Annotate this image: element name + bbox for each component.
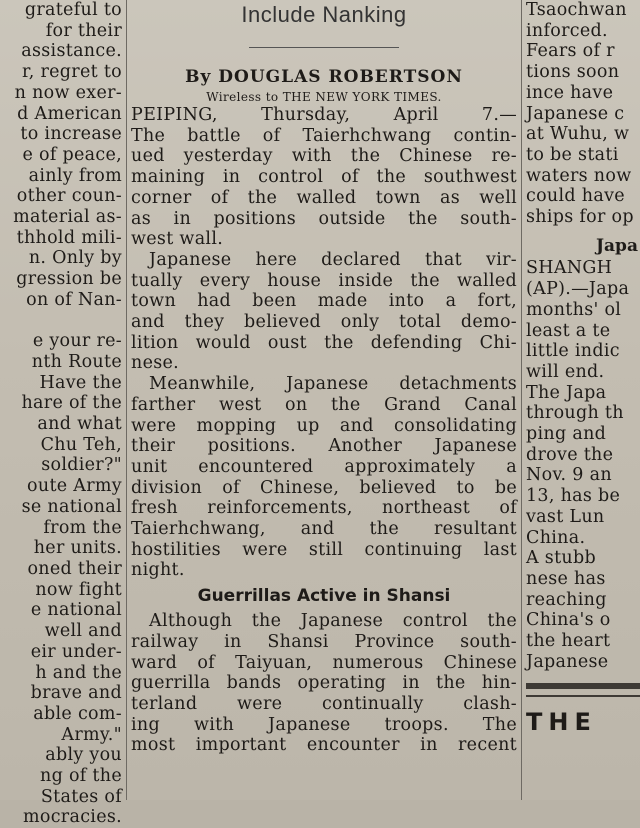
left-text-line: soldier?"	[41, 455, 122, 476]
left-text-line: other coun-	[16, 186, 122, 207]
headline: Include Nanking	[241, 2, 407, 27]
article-line: guerrilla bands operating in the hin-	[131, 673, 517, 694]
right-text-line: vast Lun	[526, 506, 605, 527]
article-line: most important encounter in recent	[131, 735, 517, 756]
article-line: town had been made into a fort,	[131, 291, 517, 312]
right-text-line: through th	[526, 403, 624, 424]
thick-rule	[526, 683, 640, 689]
article-line: Although the Japanese control the	[149, 611, 517, 632]
article-line: PEIPING, Thursday, April 7.—	[131, 105, 517, 125]
article-line: and they believed only total demo-	[131, 312, 517, 333]
right-text-line: A stubb	[526, 548, 596, 569]
right-text-line: will end.	[526, 361, 605, 382]
article-line: hostilities were still continuing last	[131, 539, 517, 560]
right-text-line: China.	[526, 527, 586, 548]
article-line: west wall.	[131, 229, 224, 250]
article-body	[131, 105, 517, 756]
right-text-line: nese has	[526, 568, 606, 589]
right-text-line: China's o	[526, 610, 611, 631]
article-line: maining in control of the southwest	[131, 167, 517, 188]
article-line: nese.	[131, 353, 180, 374]
article-line: Meanwhile, Japanese detachments	[149, 374, 517, 395]
right-bottom-headline: THE	[526, 707, 597, 736]
main-column	[131, 0, 517, 800]
left-text-line: now fight	[35, 579, 122, 600]
left-text-line: Chu Teh,	[40, 434, 122, 455]
right-text-line: ships for op	[526, 207, 634, 228]
left-text-line: gression be	[16, 269, 122, 290]
right-column-rules	[526, 683, 640, 737]
thin-rule	[526, 695, 640, 697]
wireless-credit: Wireless to THE NEW YORK TIMES.	[206, 90, 442, 104]
article-line: division of Chinese, believed to be	[131, 477, 517, 498]
right-text-line: The Japa	[526, 382, 607, 403]
right-text-line: Nov. 9 an	[526, 465, 612, 486]
article-line: ing with Japanese troops. The	[131, 714, 517, 735]
left-text-line: Army."	[61, 724, 122, 745]
left-text-line: mocracies.	[22, 807, 122, 828]
left-text-line: and what	[37, 414, 122, 435]
right-column-text-top	[526, 0, 640, 228]
article-line: as in positions outside the south-	[131, 208, 517, 229]
left-text-line: se national	[21, 496, 122, 517]
left-text-line: her units.	[33, 538, 122, 559]
right-column-text-bottom	[526, 258, 640, 672]
right-text-line: ping and	[526, 424, 607, 445]
article-line: railway in Shansi Province south-	[131, 631, 517, 652]
left-text-line: h and the	[35, 662, 122, 683]
right-text-line: least a te	[526, 320, 611, 341]
left-text-line: States of	[40, 786, 122, 807]
left-text-line: n now exer-	[14, 82, 122, 103]
article-line: lition would oust the defending Chi-	[131, 332, 517, 353]
left-text-line: ably you	[45, 745, 122, 766]
right-text-line: Tsaochwan	[526, 0, 627, 20]
left-text-line: grateful to	[24, 0, 122, 20]
article-line: ued yesterday with the Chinese re-	[131, 146, 517, 167]
left-text-line: Have the	[39, 372, 122, 393]
left-text-line: e your re-	[32, 331, 122, 352]
left-text-line: hare of the	[21, 393, 122, 414]
paragraph-4	[131, 611, 517, 756]
article-line: tually every house inside the walled	[131, 270, 517, 291]
left-text-line: on of Nan-	[26, 289, 122, 310]
article-line: night.	[131, 560, 185, 581]
left-text-line	[0, 311, 122, 332]
left-text-line: material as-	[13, 207, 122, 228]
byline: By DOUGLAS ROBERTSON	[185, 67, 463, 87]
left-text-line: r, regret to	[22, 62, 122, 83]
left-text-line: assistance.	[21, 41, 122, 62]
subhead: Guerrillas Active in Shansi	[197, 586, 451, 607]
headline-divider	[249, 47, 399, 48]
right-column	[526, 0, 640, 800]
left-text-line: eir under-	[30, 641, 122, 662]
right-text-line: drove the	[526, 444, 614, 465]
left-text-line: e national	[30, 600, 122, 621]
left-text-line: able com-	[33, 703, 122, 724]
article-line: ward of Taiyuan, numerous Chinese	[131, 652, 517, 673]
left-text-line: well and	[44, 621, 122, 642]
article-line: their positions. Another Japanese	[131, 436, 517, 457]
paragraph-3	[131, 374, 517, 581]
article-line: fresh reinforcements, northeast of	[131, 498, 517, 519]
right-text-line: little indic	[526, 341, 620, 362]
right-text-line: to be stati	[526, 144, 619, 165]
left-column	[0, 0, 122, 828]
right-text-line: at Wuhu, w	[526, 124, 630, 145]
left-text-line: ainly from	[28, 165, 122, 186]
right-text-line: waters now	[526, 165, 632, 186]
right-text-line: ince have	[526, 82, 614, 103]
right-text-line: inforced.	[526, 20, 608, 41]
right-text-line: Japanese c	[526, 103, 625, 124]
left-text-line: to increase	[20, 124, 122, 145]
right-text-line: tions soon	[526, 62, 620, 83]
left-text-line: from the	[43, 517, 122, 538]
column-rule-left	[126, 0, 127, 800]
left-text-line: n. Only by	[28, 248, 122, 269]
right-text-line: (AP).—Japa	[526, 279, 630, 300]
paragraph-2	[131, 250, 517, 374]
right-text-line: reaching	[526, 589, 607, 610]
left-text-line: nth Route	[31, 351, 122, 372]
column-rule-right	[521, 0, 522, 800]
right-text-line: Japanese	[526, 651, 609, 672]
right-text-line: SHANGH	[526, 258, 613, 279]
article-line: farther west on the Grand Canal	[131, 394, 517, 415]
paragraph-1	[131, 105, 517, 250]
left-text-line: e of peace,	[22, 144, 122, 165]
right-text-line: months' ol	[526, 299, 622, 320]
left-text-line: brave and	[30, 683, 122, 704]
left-text-line: oned their	[27, 558, 122, 579]
article-line: were mopping up and consolidating	[131, 415, 517, 436]
right-text-line: could have	[526, 186, 625, 207]
article-line: terland were continually clash-	[131, 693, 517, 714]
article-line: Japanese here declared that vir-	[149, 249, 517, 270]
left-text-line: for their	[45, 20, 122, 41]
right-text-line: Fears of r	[526, 41, 615, 62]
right-text-line: 13, has be	[526, 486, 621, 507]
right-text-line: the heart	[526, 631, 611, 652]
left-text-line: ng of the	[40, 766, 122, 787]
right-subhead: Japa	[596, 235, 638, 256]
left-text-line: thhold mili-	[16, 227, 122, 248]
article-line: The battle of Taierhchwang contin-	[131, 125, 517, 146]
article-line: Taierhchwang, and the resultant	[131, 519, 517, 540]
article-line: corner of the walled town as well	[131, 187, 517, 208]
left-text-line: oute Army	[27, 476, 122, 497]
left-column-text	[0, 0, 122, 828]
left-text-line: d American	[17, 103, 122, 124]
article-line: unit encountered approximately a	[131, 456, 517, 477]
